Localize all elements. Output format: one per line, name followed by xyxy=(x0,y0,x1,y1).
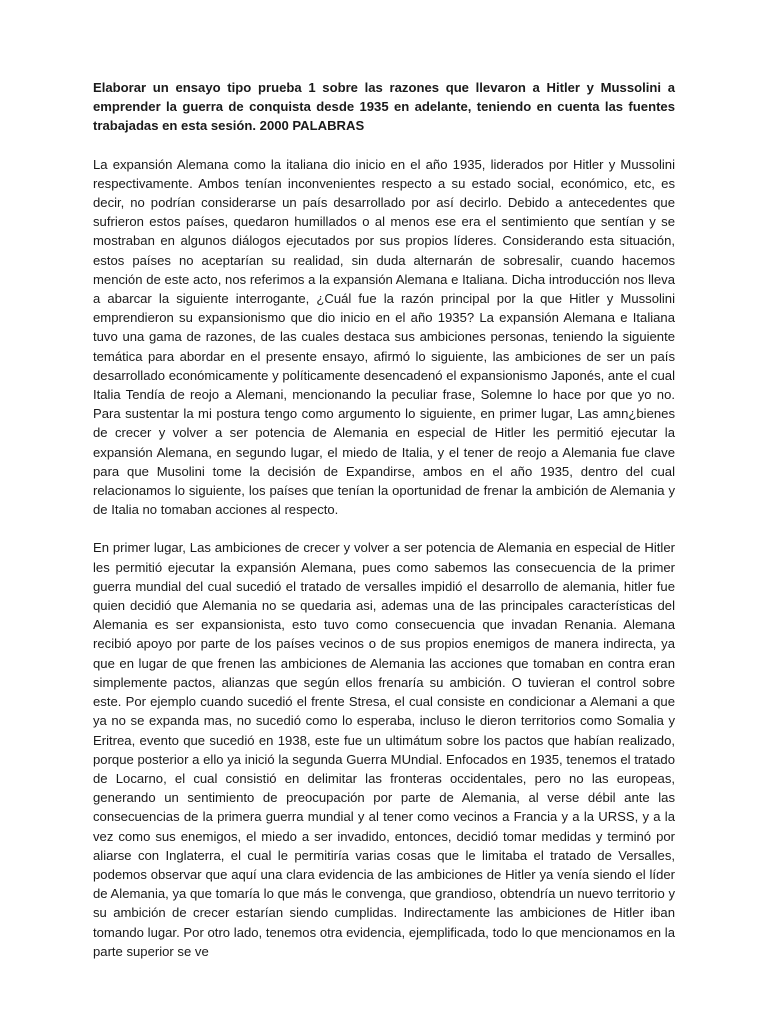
paragraph-first-argument: En primer lugar, Las ambiciones de crecer y volver a ser potencia de Alemania en especial de Hitler les permitió ejecutar la expansión Alemana, pues como sabemos las consecuencia de la primer guerra mundial del cual sucedió el tratado de versalles impidió el desarrollo de alemania, hitler fue quien decidió que Alemania no se quedaria asi, ademas una de las principales características del Alemania es ser expansionista, esto tuvo como consecuencia que invadan Renania. Alemana recibió apoyo por parte de los países vecinos o de sus propios enemigos de manera indirecta, ya que en lugar de que frenen las ambiciones de Alemania las acciones que tomaban en contra eran simplemente pactos, alianzas que según ellos frenaría su ambición. O tuvieran el control sobre este. Por ejemplo cuando sucedió el frente Stresa, el cual consiste en condicionar a Alemani a que ya no se expanda mas, no sucedió como lo esperaba, incluso le dieron territorios como Somalia y Eritrea, evento que sucedió en 1938, este fue un ultimátum sobre los pactos que habían realizado, porque posterior a ello ya inició la segunda Guerra MUndial. Enfocados en 1935, tenemos el tratado de Locarno, el cual consistió en delimitar las fronteras occidentales, pero no las europeas, generando un sentimiento de preocupación por parte de Alemania, al verse débil ante las consecuencias de la primera guerra mundial y al tener como vecinos a Francia y a la URSS, y a la vez como sus enemigos, el miedo a ser invadido, entonces, decidió tomar medidas y terminó por aliarse con Inglaterra, el cual le permitiría varias cosas que le limitaba el tratado de Versalles, podemos observar que aquí una clara evidencia de las ambiciones de Hitler ya venía siendo el líder de Alemania, ya que tomaría lo que más le convenga, que grandioso, obtendría un nuevo territorio y su ambición de crecer estarían siendo cumplidas. Indirectamente las ambiciones de Hitler iban tomando lugar. Por otro lado, tenemos otra evidencia, ejemplificada, todo lo que mencionamos en la parte superior se ve xyxy=(93,540,675,959)
document-title: Elaborar un ensayo tipo prueba 1 sobre las razones que llevaron a Hitler y Mussolini a emprender la guerra de conquista desde 1935 en adelante, teniendo en cuenta las fuentes trabajadas en esta sesión. 2000 PALABRAS xyxy=(93,80,675,134)
document-page xyxy=(93,78,675,980)
paragraph-introduction: La expansión Alemana como la italiana dio inicio en el año 1935, liderados por Hitler y Mussolini respectivamente. Ambos tenían inconvenientes respecto a su estado social, económico, etc, es decir, no podrían considerarse un país desarrollado por así decirlo. Debido a antecedentes que sufrieron estos países, quedaron humillados o al menos ese era el sentimiento que sentían y se mostraban en algunos diálogos ejecutados por sus propios líderes. Considerando esta situación, estos países no aceptarían su realidad, sin duda alternarán de sobresalir, cuando hacemos mención de este acto, nos referimos a la expansión Alemana e Italiana. Dicha introducción nos lleva a abarcar la siguiente interrogante, ¿Cuál fue la razón principal por la que Hitler y Mussolini emprendieron su expansionismo que dio inicio en el año 1935? La expansión Alemana e Italiana tuvo una gama de razones, de las cuales destaca sus ambiciones personas, teniendo la siguiente temática para abordar en el presente ensayo, afirmó lo siguiente, las ambiciones de ser un país desarrollado económicamente y políticamente desencadenó el expansionismo Japonés, ante el cual Italia Tendía de reojo a Alemani, mencionando la peculiar frase, Solemne lo hace por que yo no. Para sustentar la mi postura tengo como argumento lo siguiente, en primer lugar, Las amn¿bienes de crecer y volver a ser potencia de Alemania en especial de Hitler les permitió ejecutar la expansión Alemana, en segundo lugar, el miedo de Italia, y el tener de reojo a Alemania fue clave para que Musolini tome la decisión de Expandirse, ambos en el año 1935, dentro del cual relacionamos lo siguiente, los países que tenían la oportunidad de frenar la ambición de Alemania y de Italia no tomaban acciones al respecto. xyxy=(93,156,675,518)
